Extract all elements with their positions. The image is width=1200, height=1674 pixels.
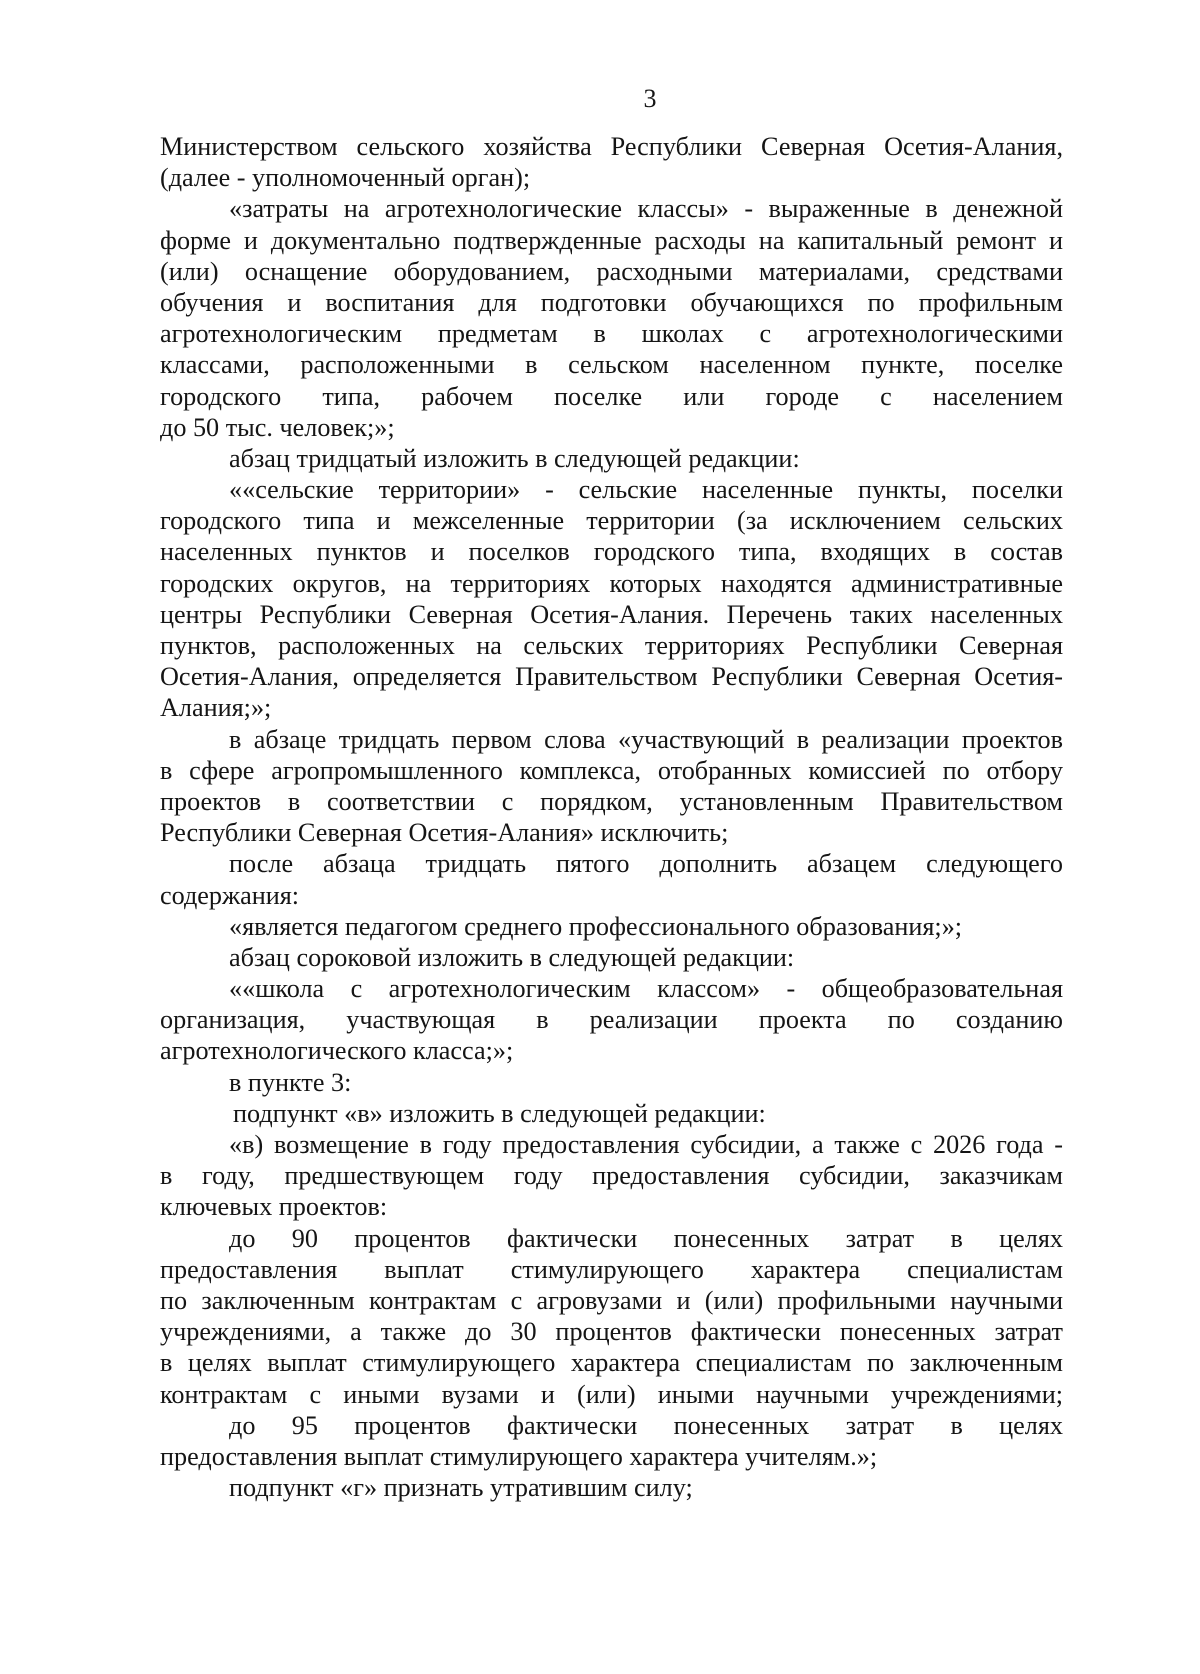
text-line: по заключенным контрактам с агровузами и (или) профильными научными <box>160 1285 1063 1315</box>
text-line: городских округов, на территориях которых находятся административные <box>160 568 1063 598</box>
text-line: учреждениями, а также до 30 процентов фактически понесенных затрат <box>160 1317 1063 1347</box>
text-line: форме и документально подтвержденные расходы на капитальный ремонт и <box>160 225 1063 255</box>
text-line: обучения и воспитания для подготовки обучающихся по профильным <box>160 287 1063 317</box>
text-line: абзац тридцатый изложить в следующей редакции: <box>229 443 800 473</box>
text-line: «в) возмещение в году предоставления субсидии, а также с 2026 года - <box>229 1130 1063 1159</box>
text-line: предоставления выплат стимулирующего характера специалистам <box>160 1254 1063 1284</box>
text-line: абзац сороковой изложить в следующей редакции: <box>229 942 795 972</box>
text-line: пунктов, расположенных на сельских территориях Республики Северная <box>160 631 1063 660</box>
text-line: городского типа и межселенные территории (за исключением сельских <box>160 506 1063 536</box>
text-line: в пункте 3: <box>229 1067 352 1097</box>
text-line: в году, предшествующем году предоставления субсидии, заказчикам <box>160 1161 1063 1191</box>
text-line: контрактам с иными вузами и (или) иными научными учреждениями; <box>160 1379 1063 1409</box>
text-line: подпункт «в» изложить в следующей редакции: <box>233 1098 766 1128</box>
text-line: Осетия-Алания, определяется Правительством Республики Северная Осетия- <box>160 662 1063 692</box>
text-line: ««сельские территории» - сельские населенные пункты, поселки <box>229 475 1063 505</box>
text-line: предоставления выплат стимулирующего характера учителям.»; <box>160 1441 878 1471</box>
page-number: 3 <box>643 84 657 113</box>
text-line: агротехнологического класса;»; <box>160 1036 514 1066</box>
text-line: классами, расположенными в сельском населенном пункте, поселке <box>160 350 1063 380</box>
text-line: до 90 процентов фактически понесенных затрат в целях <box>229 1223 1063 1253</box>
text-line: (далее - уполномоченный орган); <box>160 163 531 193</box>
text-line: центры Республики Северная Осетия-Алания. Перечень таких населенных <box>160 599 1063 629</box>
text-line: в сфере агропромышленного комплекса, отобранных комиссией по отбору <box>160 755 1063 785</box>
text-line: содержания: <box>160 880 300 910</box>
text-line: организация, участвующая в реализации проекта по созданию <box>160 1005 1063 1035</box>
text-line: «затраты на агротехнологические классы» - выраженные в денежной <box>229 194 1063 224</box>
text-line: Министерством сельского хозяйства Республики Северная Осетия-Алания, <box>160 132 1063 161</box>
text-line: в целях выплат стимулирующего характера специалистам по заключенным <box>160 1348 1063 1378</box>
text-line: в абзаце тридцать первом слова «участвующий в реализации проектов <box>229 724 1063 754</box>
text-line: городского типа, рабочем поселке или городе с населением <box>160 381 1063 411</box>
text-line: населенных пунктов и поселков городского типа, входящих в состав <box>160 537 1063 567</box>
text-line: после абзаца тридцать пятого дополнить абзацем следующего <box>229 849 1063 879</box>
text-line: ключевых проектов: <box>160 1192 388 1222</box>
text-line: до 95 процентов фактически понесенных затрат в целях <box>229 1410 1063 1440</box>
text-line: подпункт «г» признать утратившим силу; <box>229 1473 693 1503</box>
text-line: (или) оснащение оборудованием, расходными материалами, средствами <box>160 256 1063 286</box>
text-line: до 50 тыс. человек;»; <box>160 412 395 442</box>
text-line: проектов в соответствии с порядком, установленным Правительством <box>160 786 1063 816</box>
text-line: агротехнологическим предметам в школах с агротехнологическими <box>160 319 1063 349</box>
document-body <box>160 131 1063 1503</box>
text-line: Республики Северная Осетия-Алания» исключить; <box>160 818 729 848</box>
text-line: ««школа с агротехнологическим классом» - общеобразовательная <box>229 974 1063 1004</box>
text-line: Алания;»; <box>160 693 272 723</box>
text-line: «является педагогом среднего профессионального образования;»; <box>229 911 963 941</box>
